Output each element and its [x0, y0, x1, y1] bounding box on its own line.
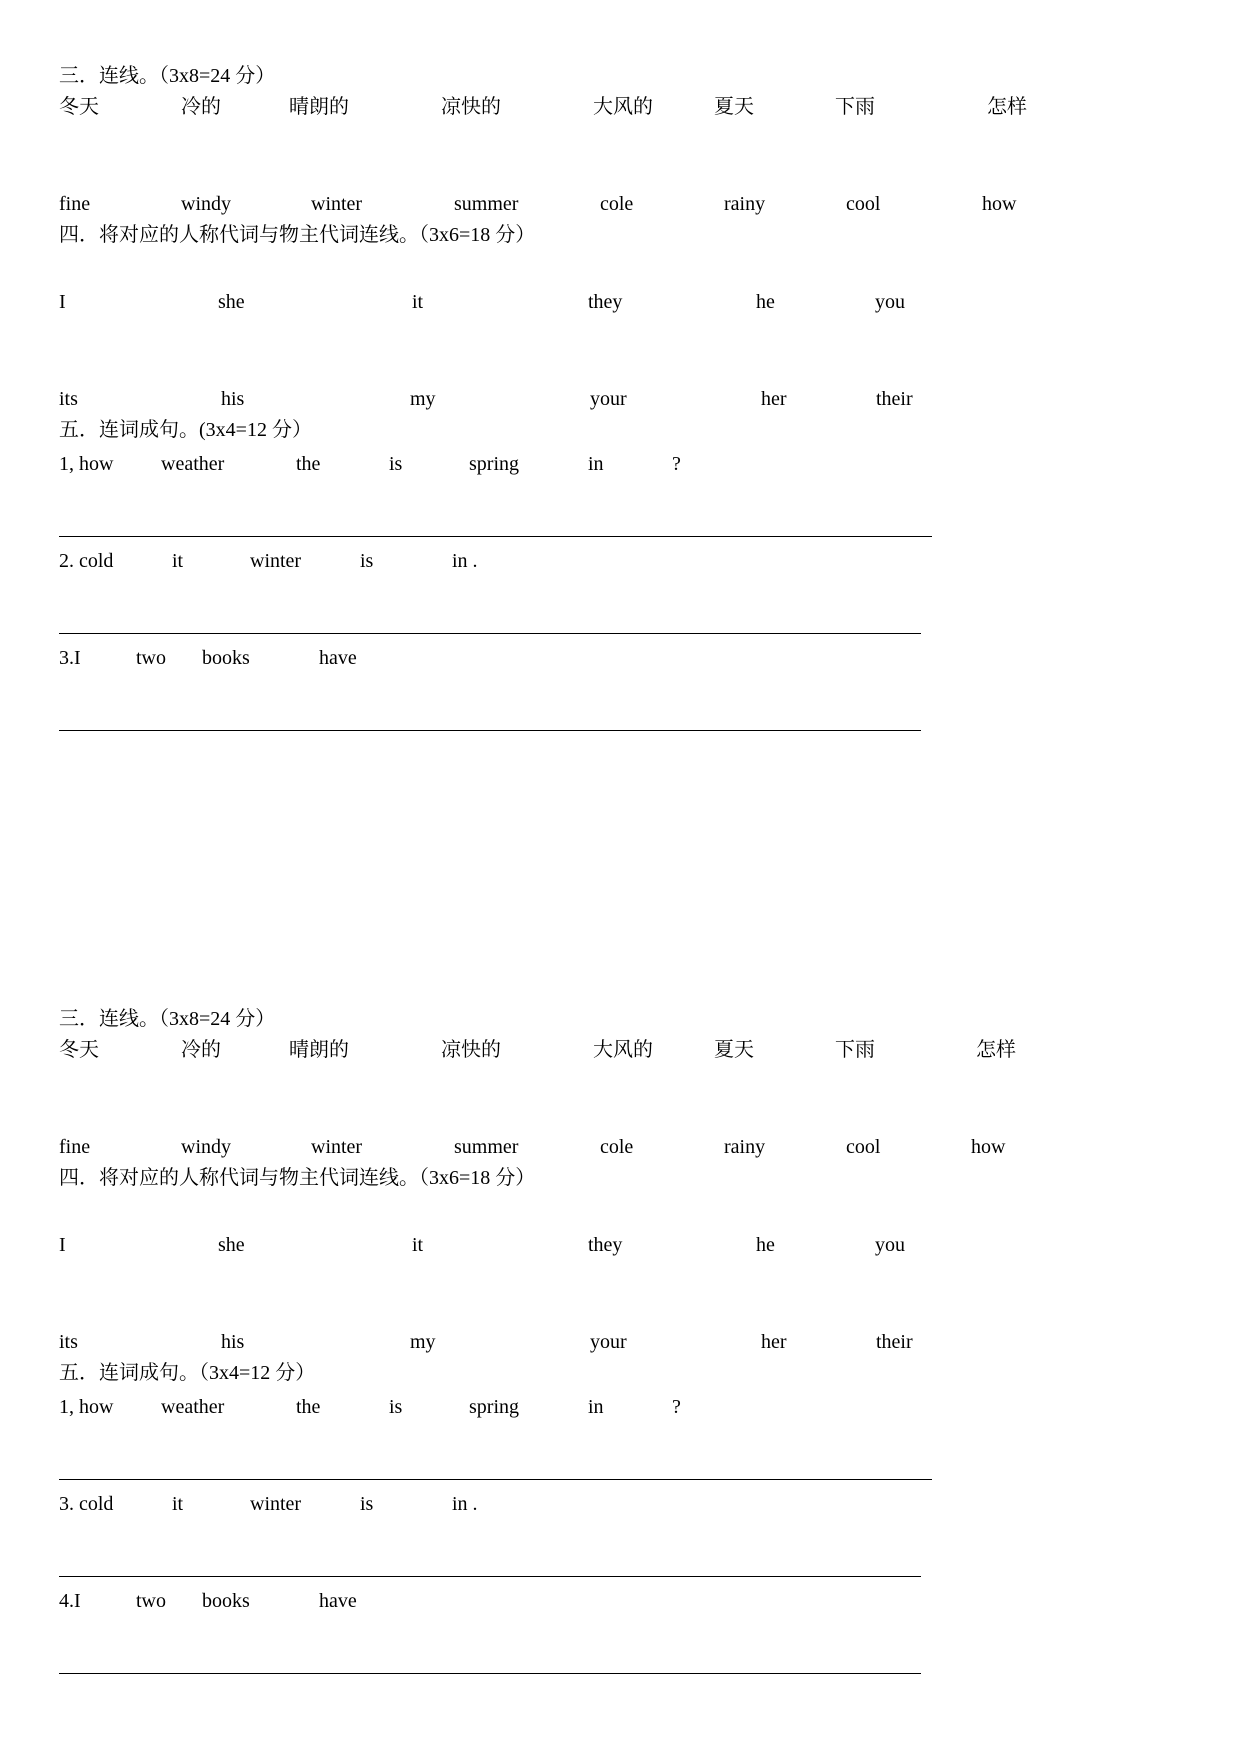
english-word: rainy	[724, 193, 766, 215]
english-word: summer	[454, 1136, 519, 1158]
question-word: ?	[672, 453, 681, 475]
chinese-word: 怎样	[976, 1039, 1016, 1061]
section-3-title: 三．连线。（3x8=24 分）	[59, 65, 276, 87]
possessive-pronoun: her	[761, 388, 787, 410]
personal-pronoun: you	[875, 291, 905, 313]
question-word: in	[588, 453, 604, 475]
possessive-pronoun: its	[59, 388, 78, 410]
english-word: windy	[181, 193, 231, 215]
chinese-word: 下雨	[835, 1039, 875, 1061]
english-word: summer	[454, 193, 519, 215]
question-word: it	[172, 550, 184, 572]
chinese-word: 下雨	[835, 96, 875, 118]
chinese-word: 冷的	[181, 96, 221, 118]
question-word: ?	[672, 1396, 681, 1418]
section-5-title: 五．连词成句。(3x4=12 分）	[59, 419, 312, 441]
question-word: weather	[161, 1396, 225, 1418]
english-word: cool	[846, 193, 881, 215]
question-word: 1, how	[59, 1396, 114, 1418]
question-word: is	[360, 1493, 374, 1515]
possessive-pronoun: their	[876, 1331, 913, 1353]
english-word: winter	[311, 1136, 363, 1158]
question-word: spring	[469, 1396, 519, 1418]
personal-pronoun: it	[412, 1234, 424, 1256]
section-3-title: 三．连线。（3x8=24 分）	[59, 1008, 276, 1030]
question-word: in .	[452, 550, 478, 572]
possessive-pronoun: your	[590, 1331, 627, 1353]
question-word: it	[172, 1493, 184, 1515]
possessive-pronoun: her	[761, 1331, 787, 1353]
english-word: rainy	[724, 1136, 766, 1158]
section-5-title: 五．连词成句。（3x4=12 分）	[59, 1362, 316, 1384]
english-word: how	[971, 1136, 1006, 1158]
english-word: windy	[181, 1136, 231, 1158]
possessive-pronoun: their	[876, 388, 913, 410]
chinese-word: 夏天	[714, 96, 754, 118]
personal-pronoun: he	[756, 1234, 775, 1256]
chinese-word: 晴朗的	[289, 1039, 349, 1061]
question-word: winter	[250, 550, 302, 572]
chinese-word: 凉快的	[441, 1039, 501, 1061]
chinese-word: 大风的	[593, 96, 653, 118]
answer-line	[59, 1576, 921, 1577]
chinese-word: 冬天	[59, 96, 99, 118]
personal-pronoun: she	[218, 1234, 245, 1256]
chinese-word: 晴朗的	[289, 96, 349, 118]
english-word: cole	[600, 1136, 634, 1158]
question-word: winter	[250, 1493, 302, 1515]
personal-pronoun: I	[59, 291, 66, 313]
personal-pronoun: they	[588, 291, 623, 313]
possessive-pronoun: your	[590, 388, 627, 410]
chinese-word: 怎样	[987, 96, 1027, 118]
question-word: have	[319, 1590, 357, 1612]
section-4-title: 四．将对应的人称代词与物主代词连线。（3x6=18 分）	[59, 224, 536, 246]
question-word: is	[389, 1396, 403, 1418]
chinese-word: 冷的	[181, 1039, 221, 1061]
english-word: fine	[59, 193, 91, 215]
personal-pronoun: they	[588, 1234, 623, 1256]
personal-pronoun: she	[218, 291, 245, 313]
answer-line	[59, 536, 932, 537]
possessive-pronoun: his	[221, 1331, 245, 1353]
english-word: cole	[600, 193, 634, 215]
answer-line	[59, 1673, 921, 1674]
question-word: 3.I	[59, 647, 81, 669]
possessive-pronoun: my	[410, 388, 436, 410]
question-word: weather	[161, 453, 225, 475]
question-word: books	[202, 647, 250, 669]
question-word: 1, how	[59, 453, 114, 475]
question-word: have	[319, 647, 357, 669]
chinese-word: 凉快的	[441, 96, 501, 118]
question-word: spring	[469, 453, 519, 475]
chinese-word: 冬天	[59, 1039, 99, 1061]
possessive-pronoun: his	[221, 388, 245, 410]
answer-line	[59, 633, 921, 634]
personal-pronoun: you	[875, 1234, 905, 1256]
english-word: fine	[59, 1136, 91, 1158]
question-word: in .	[452, 1493, 478, 1515]
question-word: 3. cold	[59, 1493, 114, 1515]
question-word: books	[202, 1590, 250, 1612]
question-word: 2. cold	[59, 550, 114, 572]
question-word: two	[136, 647, 166, 669]
question-word: two	[136, 1590, 166, 1612]
english-word: cool	[846, 1136, 881, 1158]
english-word: how	[982, 193, 1017, 215]
question-word: in	[588, 1396, 604, 1418]
question-word: is	[360, 550, 374, 572]
personal-pronoun: it	[412, 291, 424, 313]
personal-pronoun: he	[756, 291, 775, 313]
chinese-word: 夏天	[714, 1039, 754, 1061]
answer-line	[59, 1479, 932, 1480]
possessive-pronoun: its	[59, 1331, 78, 1353]
question-word: 4.I	[59, 1590, 81, 1612]
possessive-pronoun: my	[410, 1331, 436, 1353]
chinese-word: 大风的	[593, 1039, 653, 1061]
question-word: the	[296, 453, 321, 475]
question-word: the	[296, 1396, 321, 1418]
question-word: is	[389, 453, 403, 475]
section-4-title: 四．将对应的人称代词与物主代词连线。（3x6=18 分）	[59, 1167, 536, 1189]
answer-line	[59, 730, 921, 731]
english-word: winter	[311, 193, 363, 215]
personal-pronoun: I	[59, 1234, 66, 1256]
